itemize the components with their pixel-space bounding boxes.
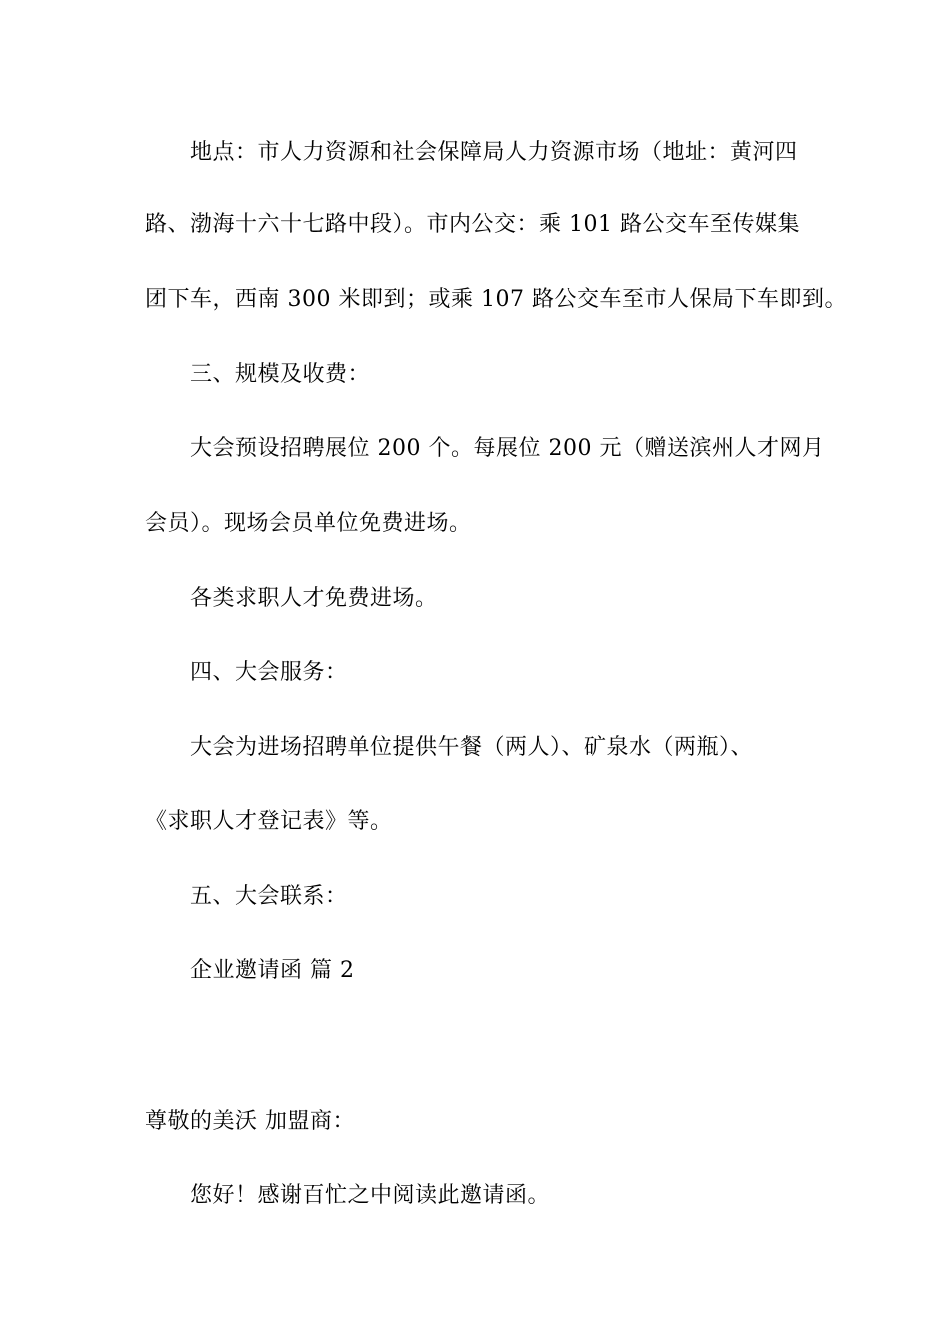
section-heading-contact: 五、大会联系： <box>190 884 348 909</box>
salutation: 尊敬的美沃 加盟商： <box>145 1109 355 1134</box>
section-heading-scale-fees: 三、规模及收费： <box>190 362 371 387</box>
paragraph-location-line-1: 地点：市人力资源和社会保障局人力资源市场（地址：黄河四 <box>190 140 798 165</box>
article-title-part-2: 企业邀请函 篇 2 <box>190 958 355 983</box>
paragraph-location-line-3: 团下车，西南 300 米即到；或乘 107 路公交车至市人保局下车即到。 <box>145 287 847 312</box>
paragraph-free-entry: 各类求职人才免费进场。 <box>190 586 438 611</box>
paragraph-services-line-1: 大会为进场招聘单位提供午餐（两人）、矿泉水（两瓶）、 <box>190 735 754 760</box>
paragraph-booth-line-2: 会员）。现场会员单位免费进场。 <box>145 511 472 536</box>
paragraph-location-line-2: 路、渤海十六十七路中段）。市内公交：乘 101 路公交车至传媒集 <box>145 212 800 237</box>
greeting-paragraph: 您好！感谢百忙之中阅读此邀请函。 <box>190 1183 551 1208</box>
paragraph-booth-line-1: 大会预设招聘展位 200 个。每展位 200 元（赠送滨州人才网月 <box>190 436 825 461</box>
section-heading-services: 四、大会服务： <box>190 660 348 685</box>
paragraph-services-line-2: 《求职人才登记表》等。 <box>145 809 393 834</box>
